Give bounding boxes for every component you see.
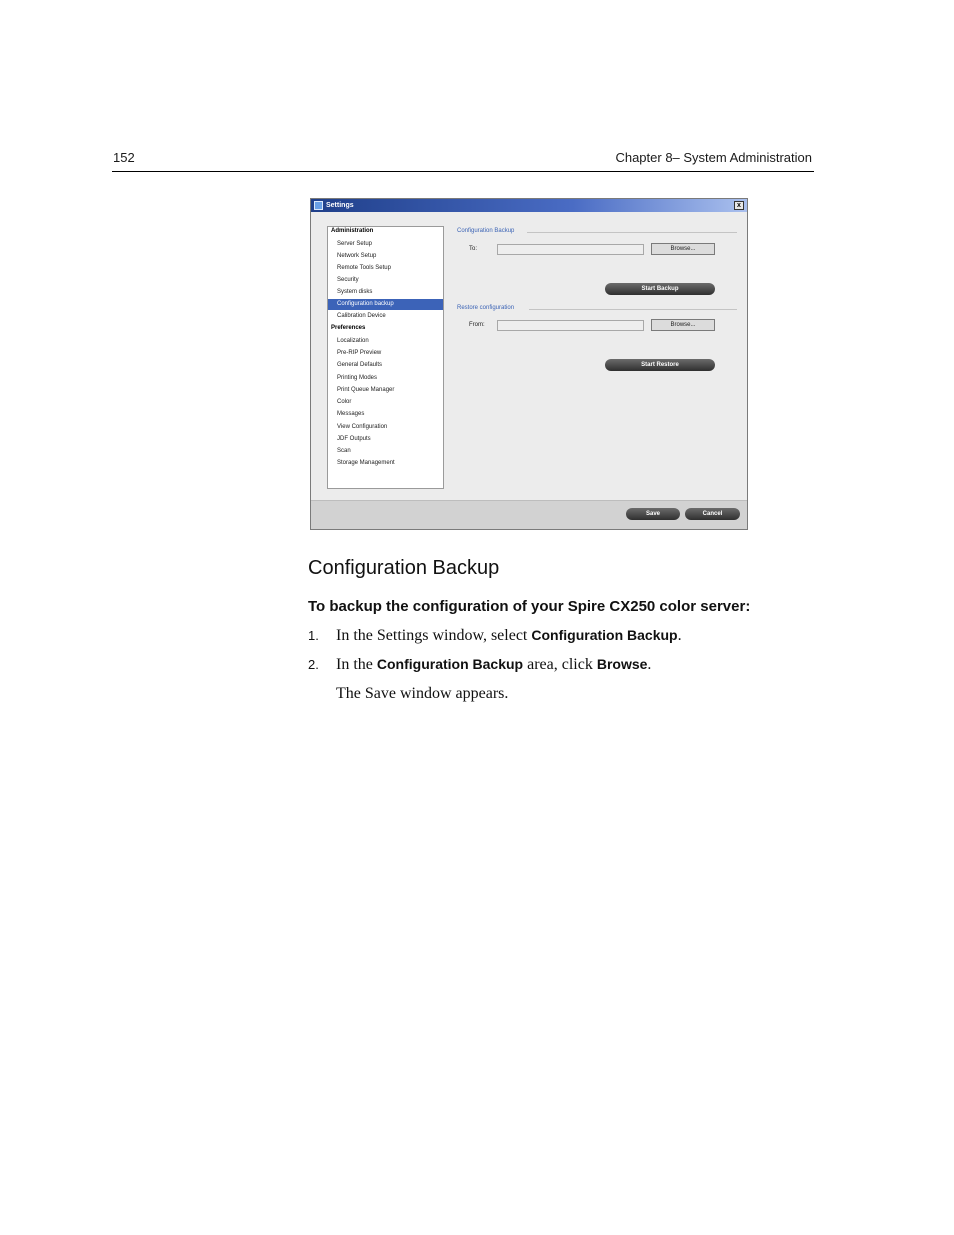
nav-item-network-setup[interactable]: Network Setup [337, 253, 377, 259]
section-heading: Configuration Backup [308, 557, 500, 579]
close-icon[interactable]: x [734, 201, 744, 210]
ui-term: Browse [596, 656, 648, 672]
nav-item-storage-management[interactable]: Storage Management [337, 460, 395, 466]
nav-item-scan[interactable]: Scan [337, 448, 351, 454]
nav-item-pre-rip-preview[interactable]: Pre-RIP Preview [337, 350, 382, 356]
step-text: In the [336, 656, 377, 673]
nav-item-calibration-device[interactable]: Calibration Device [337, 313, 386, 319]
window-title: Settings [326, 202, 354, 209]
nav-item-printing-modes[interactable]: Printing Modes [337, 375, 378, 381]
ui-term: Configuration Backup [531, 627, 678, 643]
settings-nav-list [327, 226, 444, 489]
restore-from-label: From: [469, 322, 485, 328]
backup-browse-button[interactable]: Browse... [651, 243, 715, 255]
backup-to-label: To: [469, 246, 478, 252]
step-result: The Save window appears. [336, 685, 509, 702]
nav-item-remote-tools-setup[interactable]: Remote Tools Setup [337, 265, 391, 271]
step-text: area, click [523, 656, 597, 673]
nav-item-print-queue-manager[interactable]: Print Queue Manager [337, 387, 395, 393]
nav-item-security[interactable]: Security [337, 277, 359, 283]
nav-item-server-setup[interactable]: Server Setup [337, 241, 373, 247]
restore-from-field[interactable] [497, 320, 644, 331]
page-number: 152 [113, 150, 135, 165]
step-2 [308, 656, 651, 674]
nav-item-configuration-backup[interactable]: Configuration backup [328, 299, 443, 310]
start-backup-button[interactable]: Start Backup [605, 283, 715, 295]
nav-item-jdf-outputs[interactable]: JDF Outputs [337, 436, 371, 442]
step-number: 1. [308, 628, 319, 643]
window-footer [311, 500, 747, 529]
app-icon [314, 201, 323, 210]
step-text: . [647, 656, 652, 673]
nav-item-color[interactable]: Color [337, 399, 352, 405]
backup-section-divider [527, 232, 737, 233]
nav-item-general-defaults[interactable]: General Defaults [337, 362, 383, 368]
restore-section-divider [529, 309, 737, 310]
step-text: . [677, 627, 682, 644]
save-button[interactable]: Save [626, 508, 680, 520]
nav-item-view-configuration[interactable]: View Configuration [337, 424, 388, 430]
restore-browse-button[interactable]: Browse... [651, 319, 715, 331]
backup-section-label: Configuration Backup [457, 228, 515, 234]
nav-item-system-disks[interactable]: System disks [337, 289, 373, 295]
ui-term: Configuration Backup [376, 656, 524, 672]
step-text: In the Settings window, select [336, 627, 532, 644]
procedure-title: To backup the configuration of your Spire CX250 color server: [308, 598, 751, 615]
settings-window [310, 198, 748, 530]
restore-section-label: Restore configuration [457, 305, 515, 311]
start-restore-button[interactable]: Start Restore [605, 359, 715, 371]
nav-group-administration: Administration [331, 228, 374, 234]
nav-item-messages[interactable]: Messages [337, 411, 365, 417]
step-number: 2. [308, 657, 319, 672]
nav-item-localization[interactable]: Localization [337, 338, 369, 344]
chapter-title: Chapter 8– System Administration [615, 150, 812, 165]
title-bar [311, 199, 747, 212]
header-rule [112, 171, 814, 172]
nav-group-preferences: Preferences [331, 325, 366, 331]
backup-to-field[interactable] [497, 244, 644, 255]
step-1 [308, 627, 682, 645]
cancel-button[interactable]: Cancel [685, 508, 740, 520]
